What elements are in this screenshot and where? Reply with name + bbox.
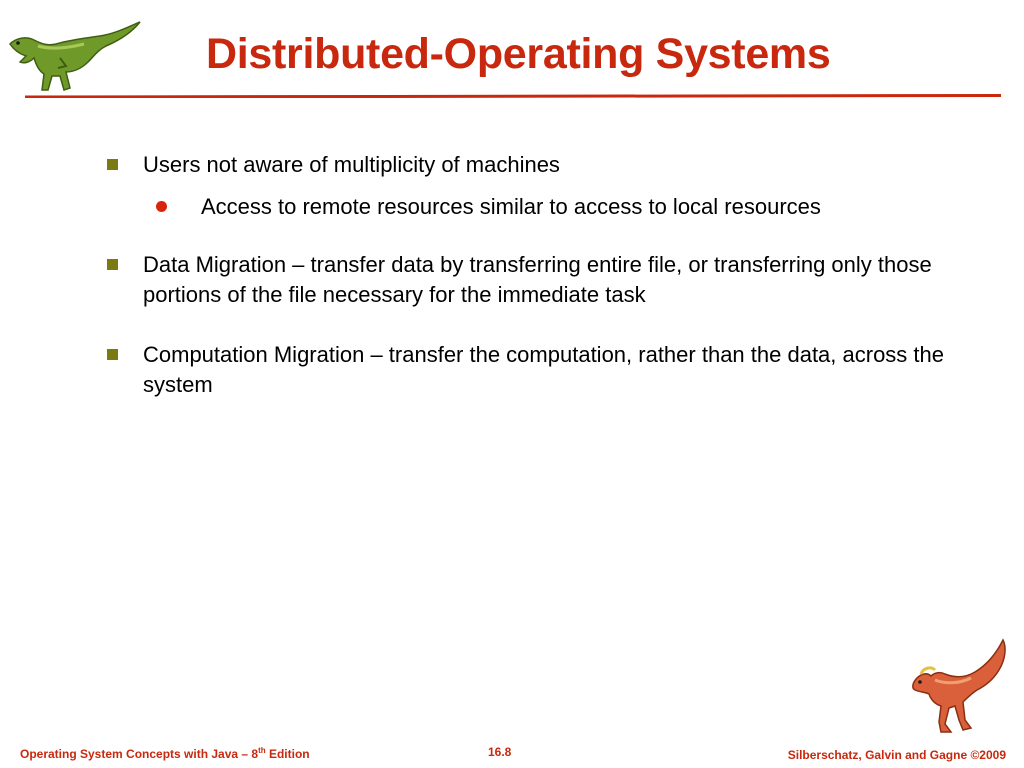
sub-bullet-text: Access to remote resources similar to access to local resources: [201, 194, 821, 219]
title-underline: [25, 94, 1001, 98]
slide-content: [103, 150, 983, 400]
red-dinosaur-icon: [905, 638, 1011, 740]
bullet-text: Computation Migration – transfer the computation, rather than the data, across the system: [143, 342, 945, 397]
footer-book-title-main: Operating System Concepts with Java – 8: [20, 747, 259, 761]
bullet-item: [103, 250, 983, 310]
sub-bullet-item: [103, 192, 983, 222]
footer-copyright: Silberschatz, Galvin and Gagne ©2009: [787, 748, 1006, 762]
square-bullet-icon: [107, 259, 118, 270]
bullet-item: [103, 150, 983, 180]
bullet-item: [103, 340, 983, 400]
slide-number: 16.8: [488, 745, 512, 759]
bullet-text: Data Migration – transfer data by transferring entire file, or transferring only those portions of the file necessary for the immediate task: [143, 252, 932, 307]
footer-superscript: th: [258, 746, 266, 755]
slide-title: Distributed-Operating Systems: [206, 30, 831, 78]
footer-book-title: [20, 746, 310, 761]
bullet-text: Users not aware of multiplicity of machines: [143, 152, 560, 177]
round-bullet-icon: [156, 201, 167, 212]
green-dinosaur-icon: [8, 18, 143, 93]
footer-book-edition: Edition: [265, 747, 310, 761]
square-bullet-icon: [107, 159, 118, 170]
square-bullet-icon: [107, 349, 118, 360]
